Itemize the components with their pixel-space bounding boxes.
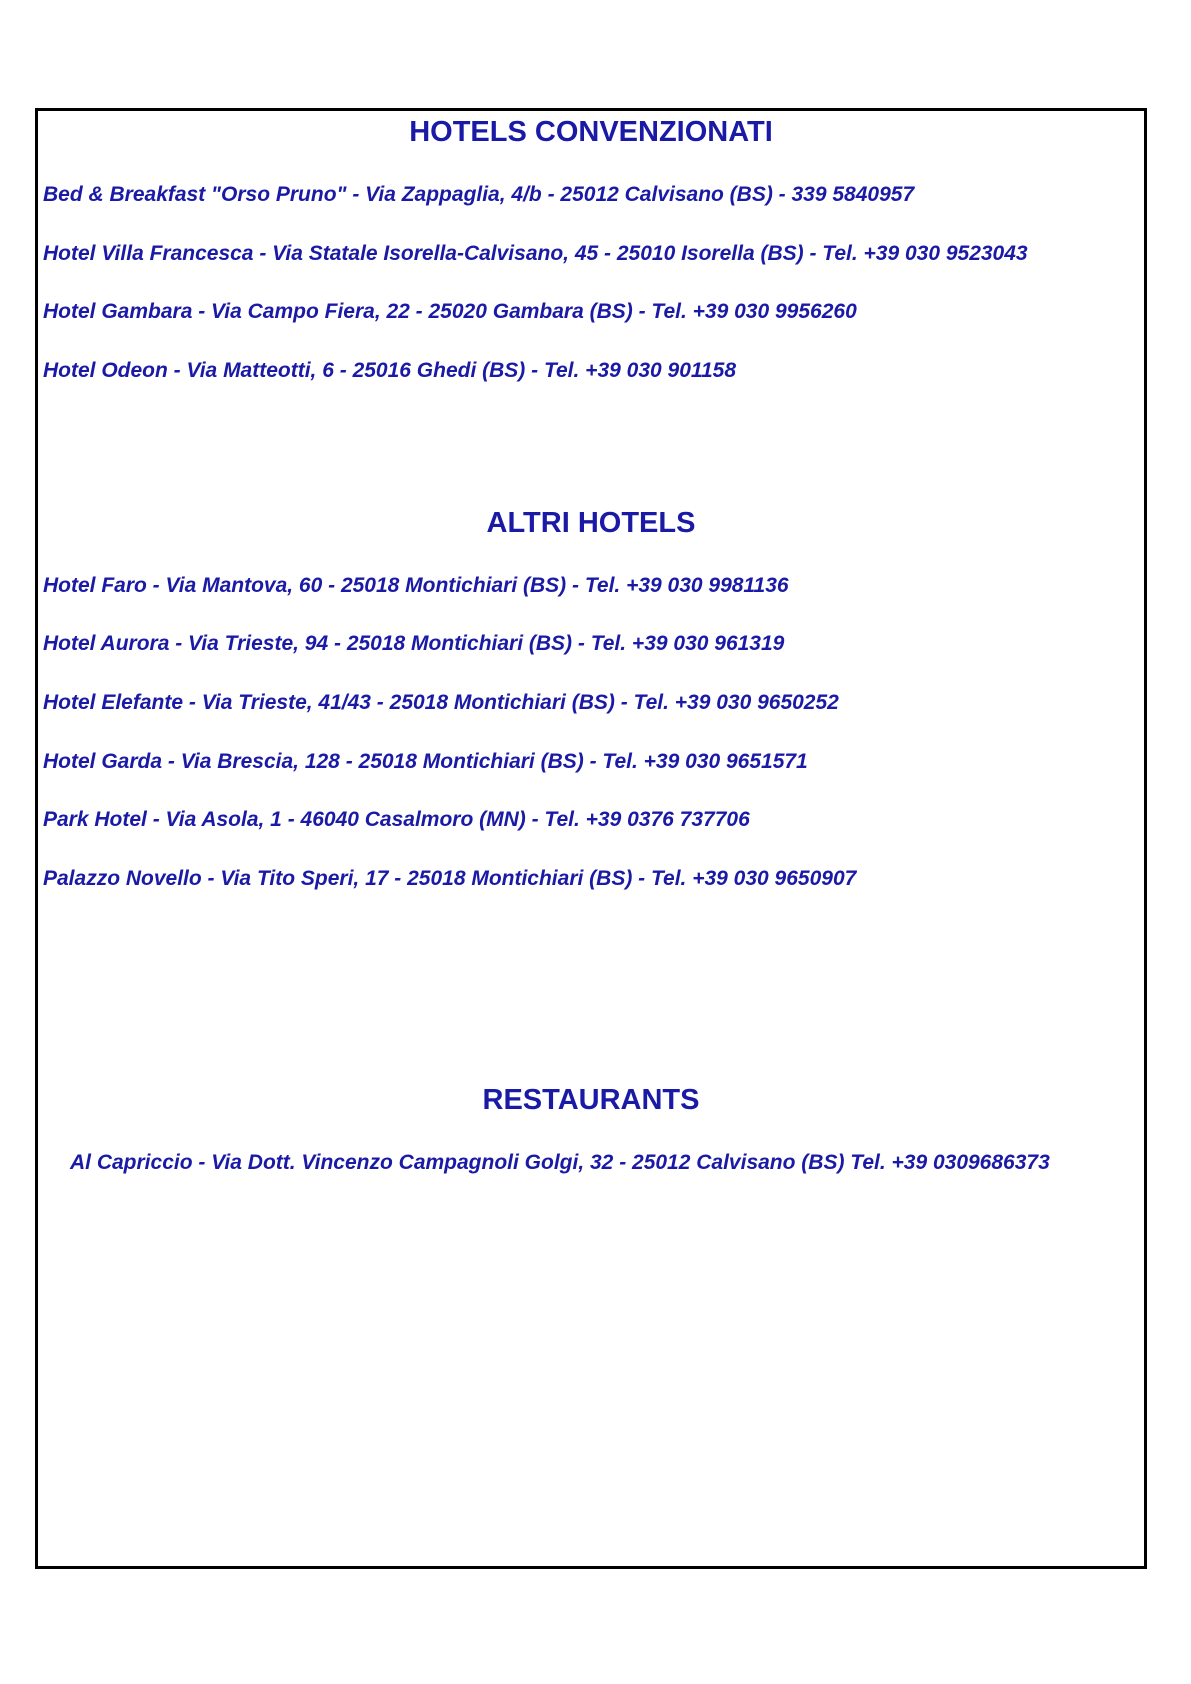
- list-item: Hotel Gambara - Via Campo Fiera, 22 - 25020 Gambara (BS) - Tel. +39 030 9956260: [43, 300, 857, 323]
- list-item: Hotel Faro - Via Mantova, 60 - 25018 Montichiari (BS) - Tel. +39 030 9981136: [43, 574, 789, 597]
- list-item: Hotel Elefante - Via Trieste, 41/43 - 25018 Montichiari (BS) - Tel. +39 030 9650252: [43, 691, 839, 714]
- list-item: Hotel Villa Francesca - Via Statale Isorella-Calvisano, 45 - 25010 Isorella (BS) - Tel. +39 030 9523043: [43, 242, 1028, 265]
- document-frame: [35, 108, 1147, 1569]
- list-item: Al Capriccio - Via Dott. Vincenzo Campagnoli Golgi, 32 - 25012 Calvisano (BS) Tel. +39 0309686373: [70, 1151, 1050, 1174]
- list-item: Hotel Garda - Via Brescia, 128 - 25018 Montichiari (BS) - Tel. +39 030 9651571: [43, 750, 808, 773]
- section-title-hotels-convenzionati: HOTELS CONVENZIONATI: [409, 116, 773, 148]
- list-item: Hotel Odeon - Via Matteotti, 6 - 25016 Ghedi (BS) - Tel. +39 030 901158: [43, 359, 737, 382]
- list-item: Bed & Breakfast "Orso Pruno" - Via Zappaglia, 4/b - 25012 Calvisano (BS) - 339 5840957: [43, 183, 915, 206]
- list-item: Hotel Aurora - Via Trieste, 94 - 25018 Montichiari (BS) - Tel. +39 030 961319: [43, 632, 785, 655]
- section-title-restaurants: RESTAURANTS: [482, 1084, 700, 1116]
- list-item: Park Hotel - Via Asola, 1 - 46040 Casalmoro (MN) - Tel. +39 0376 737706: [43, 808, 750, 831]
- list-item: Palazzo Novello - Via Tito Speri, 17 - 25018 Montichiari (BS) - Tel. +39 030 9650907: [43, 867, 857, 890]
- section-title-altri-hotels: ALTRI HOTELS: [486, 507, 696, 539]
